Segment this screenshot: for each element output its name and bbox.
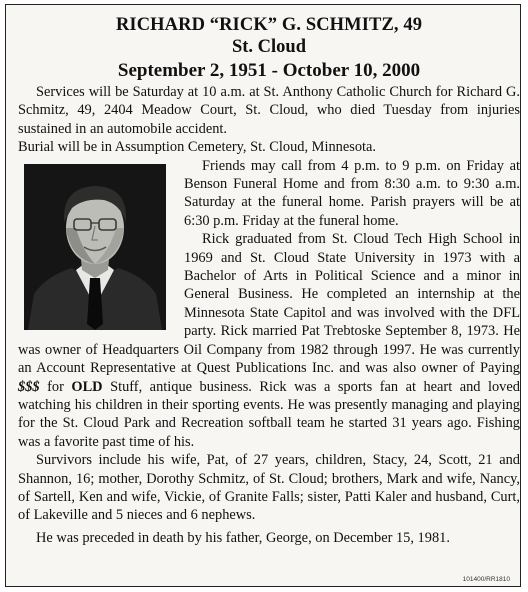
old-text: OLD — [71, 378, 103, 395]
obituary-name: RICHARD “RICK” G. SCHMITZ, 49 — [115, 15, 423, 35]
for-text: for — [47, 378, 64, 395]
obituary-content — [18, 14, 520, 547]
obituary-frame — [5, 4, 521, 587]
biography-text-b: Stuff, antique business. Rick was a sports fan at heart and loved watching his children in their sporting events. He was presently managing and playing for the St. Cloud Park and Recreation softball team he started 31 years ago. Fishing was a favorite past time of his. — [18, 378, 520, 450]
obituary-dates: September 2, 1951 - October 10, 2000 — [117, 60, 421, 81]
survivors-paragraph: Survivors include his wife, Pat, of 27 years, children, Stacy, 24, Scott, 21 and Shannon, 16; mother, Dorothy Schmitz, of St. Cloud; brothers, Mark and wife, Nancy, of Sartell, Ken and wife, Vickie, of Granite Falls; sister, Patti Kaler and husband, Curt, of Lakeville and 5 nieces and 6 nephews. — [18, 452, 520, 524]
burial-paragraph: Burial will be in Assumption Cemetery, St. Cloud, Minnesota. — [18, 139, 377, 156]
obituary-body — [18, 83, 520, 547]
ad-code: 101400/RR1810 — [462, 576, 510, 583]
biography-text-a: Rick graduated from St. Cloud Tech High School in 1969 and St. Cloud State University in 1973 with a Bachelor of Arts in Political Science and a minor in General Business. He completed an internship at the Minnesota State Capitol and was involved with the DFL party. Rick married Pat Trebtoske September 8, 1973. He was owner of Headquarters Oil Company from 1982 through 1997. He was currently an Account Representative at Quest Publications Inc. and was also owner of Paying — [18, 231, 520, 377]
obituary-city: St. Cloud — [231, 37, 307, 57]
money-text: $$$ — [18, 378, 40, 395]
portrait-photo — [24, 164, 166, 330]
preceded-paragraph: He was preceded in death by his father, George, on December 15, 1981. — [36, 529, 450, 546]
visitation-paragraph: Friends may call from 4 p.m. to 9 p.m. on Friday at Benson Funeral Home and from 8:30 a.m. to 9:30 a.m. Saturday at the funeral home. Parish prayers will be at 6:30 p.m. Friday at the funeral home. — [184, 157, 520, 229]
portrait-image — [24, 164, 166, 330]
services-paragraph: Services will be Saturday at 10 a.m. at St. Anthony Catholic Church for Richard G. Schmitz, 49, 2404 Meadow Court, St. Cloud, who died Tuesday from injuries sustained in an automobile accident. — [18, 84, 520, 137]
